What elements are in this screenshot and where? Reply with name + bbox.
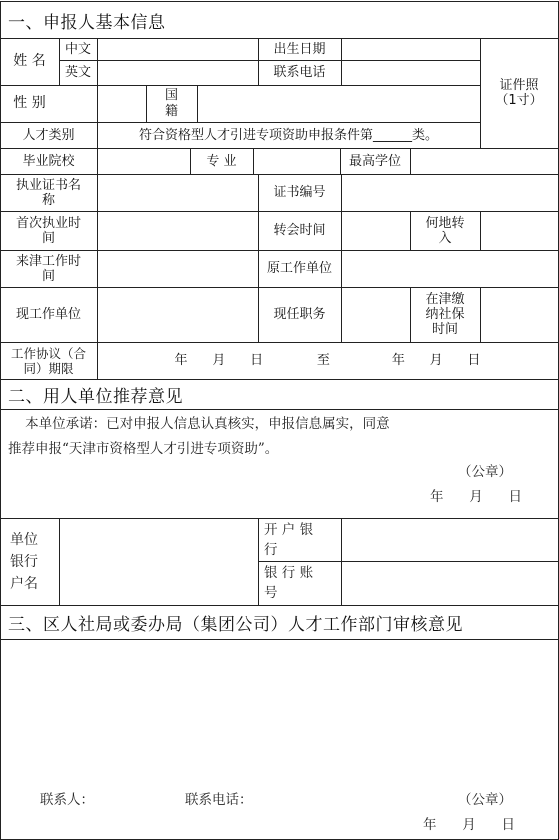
transfer-time-field[interactable] bbox=[341, 211, 410, 250]
commitment-line2: 推荐申报“天津市资格型人才引进专项资助”。 bbox=[8, 441, 279, 457]
name-label: 姓 名 bbox=[13, 53, 46, 69]
first-practice-label-line2: 间 bbox=[41, 230, 55, 246]
certificate-number-field[interactable] bbox=[341, 174, 558, 211]
current-employer-field[interactable] bbox=[97, 287, 258, 342]
rule bbox=[0, 409, 559, 410]
bank-account-name-line3: 户名 bbox=[10, 575, 38, 592]
nationality-field[interactable] bbox=[197, 85, 480, 122]
bank-account-line2: 号 bbox=[264, 585, 278, 601]
section3-title: 三、区人社局或委办局（集团公司）人才工作部门审核意见 bbox=[8, 615, 463, 635]
birth-date-label: 出生日期 bbox=[273, 41, 326, 57]
section2-seal: （公章） bbox=[458, 463, 512, 480]
transfer-from-label-line1: 何地转 bbox=[425, 215, 465, 231]
chinese-name-field[interactable] bbox=[97, 38, 258, 60]
former-employer-label: 原工作单位 bbox=[266, 261, 332, 276]
degree-label: 最高学位 bbox=[348, 153, 401, 169]
nationality-label-line1: 国 bbox=[164, 87, 178, 103]
birth-date-field[interactable] bbox=[341, 38, 480, 60]
contract-label bbox=[0, 342, 97, 379]
photo-label: 证件照 bbox=[499, 78, 539, 93]
nationality-label-line2: 籍 bbox=[164, 103, 178, 119]
bank-account-line1: 银 行 账 bbox=[264, 565, 314, 581]
contact-person-label: 联系人： bbox=[40, 791, 94, 808]
photo-box[interactable] bbox=[480, 38, 558, 148]
bank-account-name-field[interactable] bbox=[59, 518, 258, 605]
section3-seal: （公章） bbox=[458, 791, 512, 808]
phone-label: 联系电话 bbox=[273, 65, 326, 80]
commitment-line1: 本单位承诺：已对申报人信息认真核实，申报信息属实，同意 bbox=[8, 416, 390, 432]
come-tianjin-label-line1: 来津工作时 bbox=[15, 253, 81, 269]
contract-label-line1: 工作协议（合 bbox=[10, 345, 86, 361]
social-security-label-line3: 时间 bbox=[431, 322, 458, 337]
social-security-field[interactable] bbox=[480, 287, 558, 342]
gender-field[interactable] bbox=[59, 85, 146, 122]
photo-size: （1寸） bbox=[495, 93, 543, 108]
gender-label: 性 别 bbox=[13, 95, 46, 111]
bank-open-field[interactable] bbox=[341, 518, 558, 561]
contract-label-line2: 同）期限 bbox=[23, 360, 74, 376]
major-label: 专 业 bbox=[206, 153, 237, 169]
bank-account-label bbox=[258, 561, 341, 605]
bank-open-label bbox=[258, 518, 341, 561]
transfer-from-label-line2: 入 bbox=[438, 230, 452, 246]
talent-category-text[interactable]: 符合资格型人才引进专项资助申报条件第______类。 bbox=[138, 127, 438, 143]
certificate-name-label bbox=[0, 174, 97, 211]
chinese-label: 中文 bbox=[64, 41, 91, 57]
social-security-label-line1: 在津缴 bbox=[425, 292, 465, 307]
bank-account-name-line1: 单位 bbox=[10, 531, 38, 548]
social-security-label-line2: 纳社保 bbox=[425, 307, 465, 322]
former-employer-field[interactable] bbox=[341, 250, 558, 287]
current-position-field[interactable] bbox=[341, 287, 410, 342]
social-security-label bbox=[410, 287, 480, 342]
major-field[interactable] bbox=[253, 148, 340, 174]
come-tianjin-label bbox=[0, 250, 97, 287]
talent-category-label: 人才类别 bbox=[22, 127, 75, 143]
section3-opinion-area[interactable] bbox=[0, 640, 558, 785]
school-field[interactable] bbox=[97, 148, 190, 174]
section1-title: 一、申报人基本信息 bbox=[8, 12, 166, 33]
phone-field[interactable] bbox=[341, 60, 480, 85]
current-employer-label: 现工作单位 bbox=[15, 307, 81, 322]
come-tianjin-field[interactable] bbox=[97, 250, 258, 287]
english-label: 英文 bbox=[64, 65, 91, 80]
section2-date: 年 月 日 bbox=[430, 488, 522, 505]
contract-period-field[interactable]: 年 月 日 至 年 月 日 bbox=[174, 353, 481, 368]
english-name-field[interactable] bbox=[97, 60, 258, 85]
come-tianjin-label-line2: 间 bbox=[41, 268, 55, 284]
school-label: 毕业院校 bbox=[22, 153, 75, 169]
first-practice-label bbox=[0, 211, 97, 250]
bank-open-line2: 行 bbox=[264, 541, 278, 558]
nationality-label bbox=[146, 85, 197, 122]
certificate-name-field[interactable] bbox=[97, 174, 258, 211]
certificate-number-label: 证书编号 bbox=[273, 185, 326, 200]
degree-field[interactable] bbox=[410, 148, 558, 174]
current-position-label: 现任职务 bbox=[273, 307, 326, 322]
section3-date: 年 月 日 bbox=[423, 816, 515, 833]
contact-phone-label: 联系电话： bbox=[185, 791, 253, 808]
section2-title: 二、用人单位推荐意见 bbox=[8, 387, 183, 407]
transfer-from-label bbox=[410, 211, 480, 250]
first-practice-label-line1: 首次执业时 bbox=[15, 215, 81, 231]
certificate-name-label-line1: 执业证书名 bbox=[15, 177, 81, 193]
bank-account-name-line2: 银行 bbox=[10, 553, 38, 570]
bank-open-line1: 开 户 银 bbox=[264, 521, 314, 538]
certificate-name-label-line2: 称 bbox=[41, 192, 55, 208]
bank-account-field[interactable] bbox=[341, 561, 558, 605]
transfer-from-field[interactable] bbox=[480, 211, 558, 250]
transfer-time-label: 转会时间 bbox=[273, 223, 326, 238]
first-practice-field[interactable] bbox=[97, 211, 258, 250]
bank-account-name-label bbox=[0, 518, 59, 605]
